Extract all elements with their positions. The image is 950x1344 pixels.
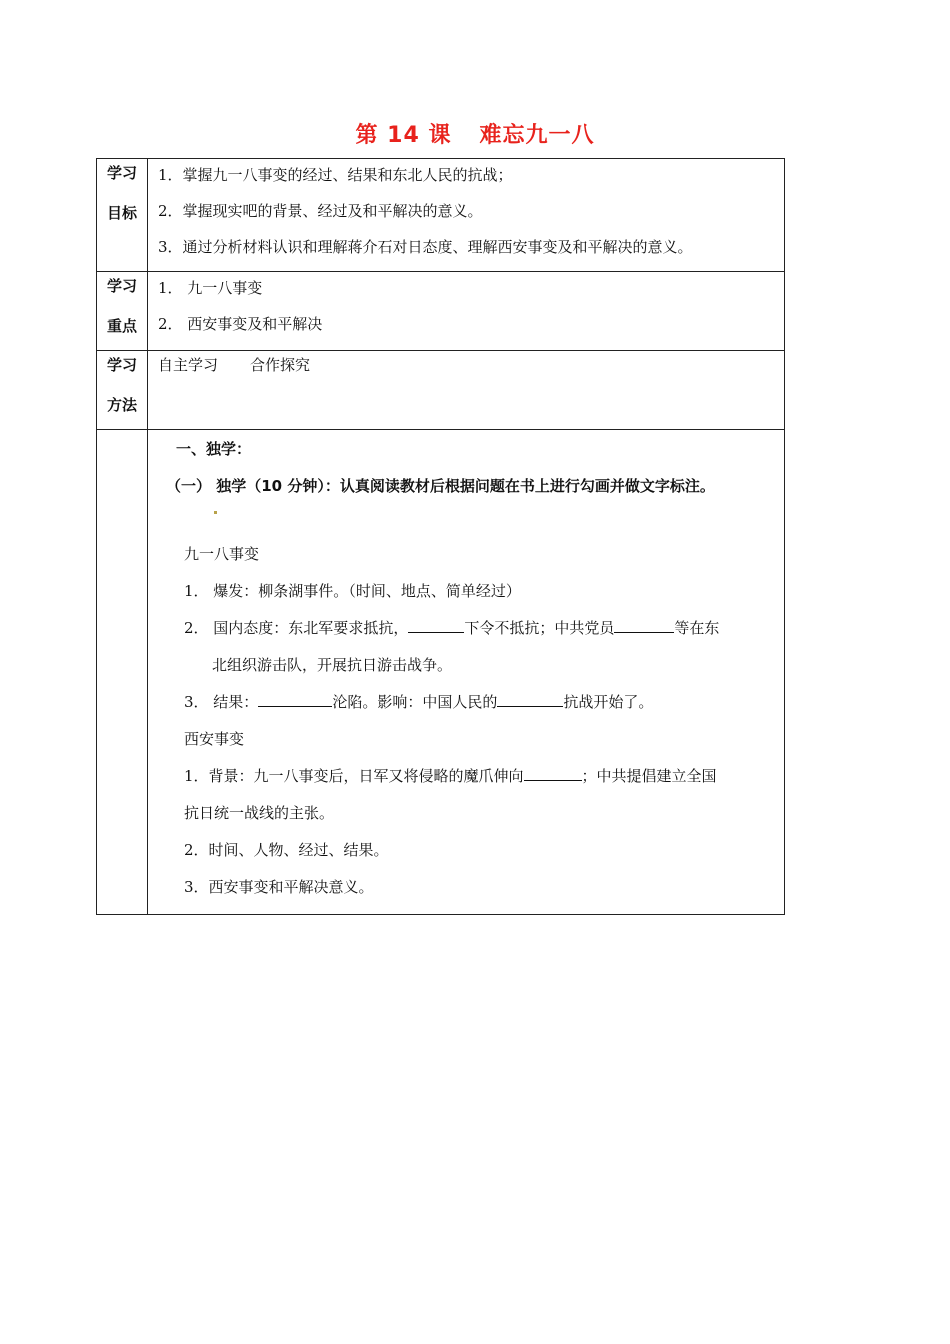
question-line: 2． 国内态度：东北军要求抵抗， 下令不抵抗；中共党员 等在东 xyxy=(184,619,720,637)
method-item: 自主学习 xyxy=(158,356,219,374)
study-section-content xyxy=(148,430,785,915)
method-row xyxy=(97,351,785,430)
topic-heading: 西安事变 xyxy=(184,730,245,748)
study-section-row xyxy=(97,430,785,915)
question-line: 2．时间、人物、经过、结果。 xyxy=(184,841,389,859)
question-line: 3．西安事变和平解决意义。 xyxy=(184,878,374,896)
answer-blank[interactable] xyxy=(258,692,332,707)
dot-mark xyxy=(166,500,784,536)
lesson-number: 第 14 课 xyxy=(355,123,452,148)
method-content xyxy=(148,351,785,430)
goal-item: 2．掌握现实吧的背景、经过及和平解决的意义。 xyxy=(158,202,483,220)
question-line: 北组织游击队，开展抗日游击战争。 xyxy=(212,656,453,674)
question-line: 抗日统一战线的主张。 xyxy=(184,804,335,822)
question-line: 3． 结果： 沦陷。影响：中国人民的 抗战开始了。 xyxy=(184,693,654,711)
answer-blank[interactable] xyxy=(614,618,674,633)
goal-item: 3．通过分析材料认识和理解蒋介石对日态度、理解西安事变及和平解决的意义。 xyxy=(158,238,693,256)
goals-content xyxy=(148,159,785,272)
key-points-label: 学习 重点 xyxy=(97,272,148,351)
goals-label: 学习 目标 xyxy=(97,159,148,272)
study-plan-table xyxy=(96,158,785,915)
method-item: 合作探究 xyxy=(250,356,311,374)
answer-blank[interactable] xyxy=(524,766,582,781)
method-label: 学习 方法 xyxy=(97,351,148,430)
key-point-item: 1． 九一八事变 xyxy=(158,279,263,297)
question-line: 1．背景：九一八事变后，日军又将侵略的魔爪伸向 ；中共提倡建立全国 xyxy=(184,767,717,785)
key-point-item: 2． 西安事变及和平解决 xyxy=(158,315,323,333)
goal-item: 1．掌握九一八事变的经过、结果和东北人民的抗战； xyxy=(158,166,513,184)
lesson-name: 难忘九一八 xyxy=(479,123,595,148)
question-line: 1． 爆发：柳条湖事件。（时间、地点、简单经过） xyxy=(184,582,521,600)
key-points-row xyxy=(97,272,785,351)
section-heading: 一、独学： xyxy=(176,440,252,458)
lesson-title xyxy=(0,118,950,149)
empty-label-cell xyxy=(97,430,148,915)
topic-heading: 九一八事变 xyxy=(184,545,260,563)
answer-blank[interactable] xyxy=(497,692,563,707)
key-points-content xyxy=(148,272,785,351)
answer-blank[interactable] xyxy=(408,618,464,633)
task-instruction: （一） 独学（10 分钟）：认真阅读教材后根据问题在书上进行勾画并做文字标注。 xyxy=(166,477,715,495)
goals-row xyxy=(97,159,785,272)
